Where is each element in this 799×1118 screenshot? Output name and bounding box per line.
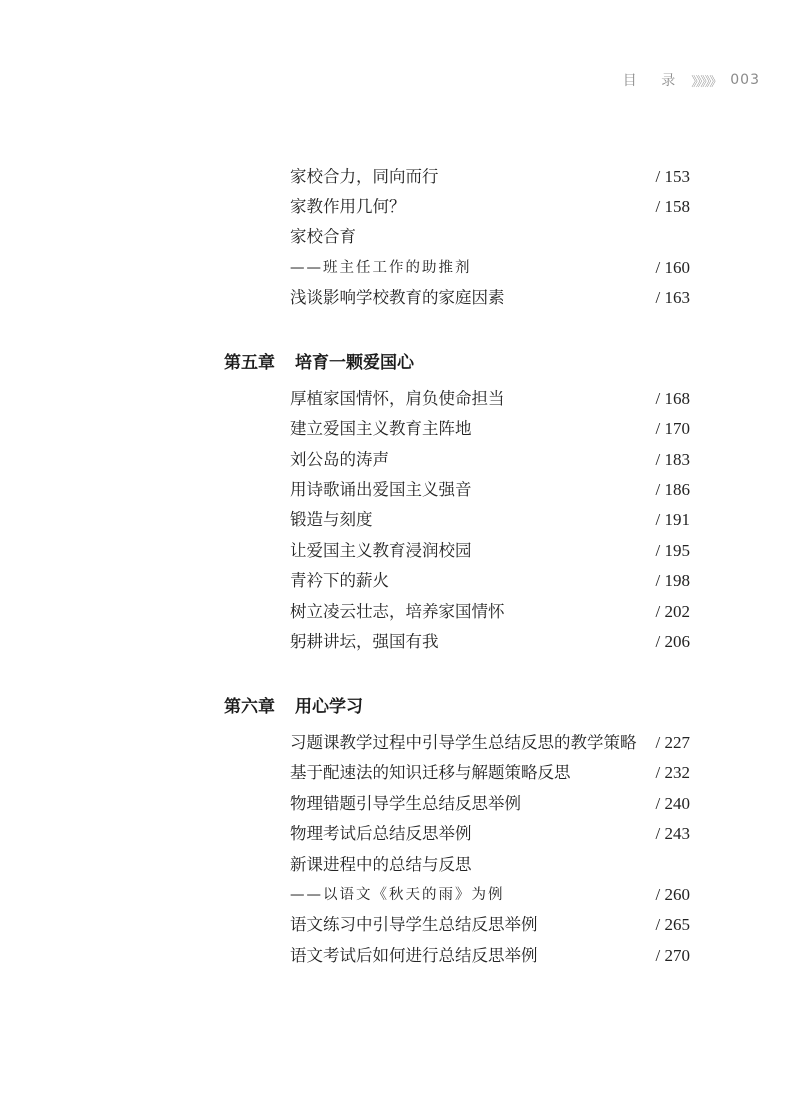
toc-entry[interactable] <box>290 222 690 252</box>
toc-entry[interactable] <box>290 445 690 475</box>
running-header-arrows: 》》》》》 <box>691 74 721 90</box>
entry-title: 基于配速法的知识迁移与解题策略反思 <box>290 763 571 782</box>
chapter-number: 第六章 <box>224 697 275 717</box>
entry-page: / 183 <box>655 450 690 469</box>
chapter-heading[interactable] <box>224 348 414 373</box>
entry-title: 语文练习中引导学生总结反思举例 <box>290 915 538 934</box>
toc-entry[interactable] <box>290 414 690 444</box>
toc-entry[interactable] <box>290 728 690 758</box>
toc-entry[interactable] <box>290 910 690 940</box>
toc-entry[interactable] <box>290 536 690 566</box>
toc-entry-subtitle[interactable] <box>290 880 690 910</box>
chapter-title: 用心学习 <box>295 697 363 717</box>
entry-page: / 206 <box>655 632 690 651</box>
entry-title: 厚植家国情怀，肩负使命担当 <box>290 389 505 408</box>
entry-title: 树立凌云壮志，培养家国情怀 <box>290 602 505 621</box>
toc-entry[interactable] <box>290 850 690 880</box>
entry-title: 刘公岛的涛声 <box>290 450 389 469</box>
entry-page: / 153 <box>655 167 690 186</box>
entry-page: / 270 <box>655 946 690 965</box>
toc-entry[interactable] <box>290 941 690 971</box>
entry-page: / 170 <box>655 419 690 438</box>
entry-page: / 243 <box>655 824 690 843</box>
toc-entry[interactable] <box>290 283 690 313</box>
entry-title: 语文考试后如何进行总结反思举例 <box>290 946 538 965</box>
toc-entry[interactable] <box>290 475 690 505</box>
entry-title: 习题课教学过程中引导学生总结反思的教学策略 <box>290 733 637 752</box>
chapter-title: 培育一颗爱国心 <box>295 353 414 373</box>
entry-title: 锻造与刻度 <box>290 510 373 529</box>
entry-page: / 198 <box>655 571 690 590</box>
chapter-heading[interactable] <box>224 692 363 717</box>
toc-entry[interactable] <box>290 162 690 192</box>
entry-page: / 168 <box>655 389 690 408</box>
entry-title: 用诗歌诵出爱国主义强音 <box>290 480 472 499</box>
entry-title: 家教作用几何？ <box>290 197 406 216</box>
entry-page: / 160 <box>655 258 690 277</box>
toc-entry[interactable] <box>290 597 690 627</box>
entry-page: / 191 <box>655 510 690 529</box>
entry-page: / 202 <box>655 602 690 621</box>
entry-page: / 163 <box>655 288 690 307</box>
entry-title: 物理考试后总结反思举例 <box>290 824 472 843</box>
entry-page: / 260 <box>655 885 690 904</box>
toc-entry[interactable] <box>290 758 690 788</box>
entry-page: / 227 <box>655 733 690 752</box>
chapter-number: 第五章 <box>224 353 275 373</box>
toc-entry[interactable] <box>290 627 690 657</box>
toc-entry[interactable] <box>290 192 690 222</box>
toc-entry[interactable] <box>290 789 690 819</box>
entry-subtitle: ——班主任工作的助推剂 <box>290 260 472 276</box>
entry-page: / 240 <box>655 794 690 813</box>
toc-entry[interactable] <box>290 819 690 849</box>
entry-title: 建立爱国主义教育主阵地 <box>290 419 472 438</box>
entry-title: 浅谈影响学校教育的家庭因素 <box>290 288 505 307</box>
entry-title: 家校合育 <box>290 227 356 246</box>
entry-title: 让爱国主义教育浸润校园 <box>290 541 472 560</box>
running-header-title: 目 录 <box>622 73 686 89</box>
entry-title: 躬耕讲坛，强国有我 <box>290 632 439 651</box>
toc-entry-subtitle[interactable] <box>290 253 690 283</box>
entry-page: / 158 <box>655 197 690 216</box>
toc-entry[interactable] <box>290 566 690 596</box>
entry-title: 家校合力，同向而行 <box>290 167 439 186</box>
entry-page: / 186 <box>655 480 690 499</box>
entry-page: / 265 <box>655 915 690 934</box>
entry-title: 物理错题引导学生总结反思举例 <box>290 794 521 813</box>
toc-entry[interactable] <box>290 505 690 535</box>
running-header <box>560 70 760 90</box>
entry-page: / 232 <box>655 763 690 782</box>
page-number: 003 <box>730 72 760 88</box>
entry-page: / 195 <box>655 541 690 560</box>
entry-subtitle: ——以语文《秋天的雨》为例 <box>290 887 505 903</box>
toc-entry[interactable] <box>290 384 690 414</box>
entry-title: 新课进程中的总结与反思 <box>290 855 472 874</box>
entry-title: 青衿下的薪火 <box>290 571 389 590</box>
